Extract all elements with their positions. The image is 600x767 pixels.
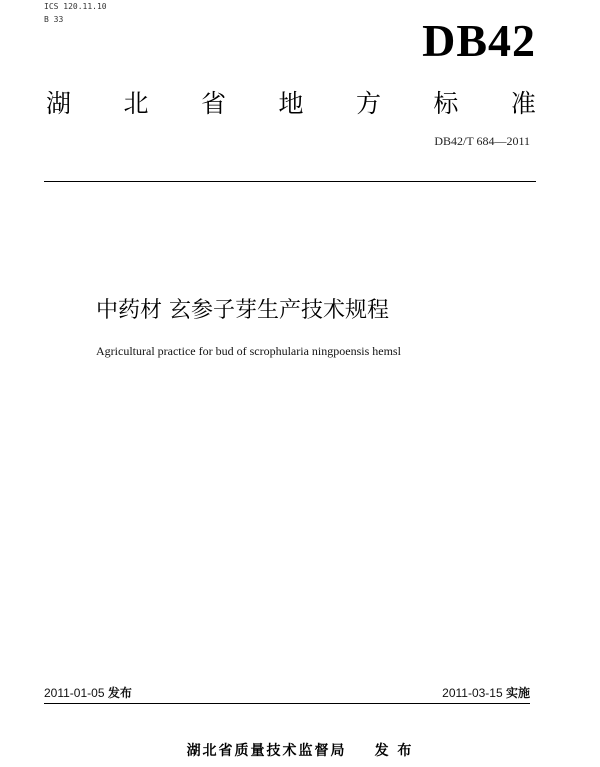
title-char: 准 xyxy=(510,89,536,118)
title-char: 标 xyxy=(433,89,459,118)
implement-date-line xyxy=(442,684,530,701)
issue-date: 2011-01-05 xyxy=(44,686,105,700)
standard-code-logo: DB42 xyxy=(422,15,536,66)
document-title: 中药材 玄参子芽生产技术规程 xyxy=(96,298,389,323)
title-char: 方 xyxy=(355,89,381,118)
publish-word: 发 布 xyxy=(374,743,414,759)
publisher-line xyxy=(0,740,600,760)
title-char: 省 xyxy=(200,89,226,118)
publisher-name: 湖北省质量技术监督局 xyxy=(186,743,347,759)
document-title-english: Agricultural practice for bud of scrophularia ningpoensis hemsl xyxy=(96,344,401,358)
issue-word: 发布 xyxy=(107,686,132,700)
issue-date-line xyxy=(44,684,132,701)
standard-type-title xyxy=(46,84,536,120)
implement-word: 实施 xyxy=(505,686,530,700)
ics-code: ICS 120.11.10 xyxy=(44,2,107,11)
standard-number: DB42/T 684—2011 xyxy=(434,134,530,148)
title-char: 湖 xyxy=(46,89,72,118)
classification-code: B 33 xyxy=(44,15,64,24)
title-char: 北 xyxy=(123,89,149,118)
date-divider xyxy=(44,703,530,704)
implement-date: 2011-03-15 xyxy=(442,686,503,700)
header-divider xyxy=(44,181,536,182)
title-char: 地 xyxy=(278,89,304,118)
